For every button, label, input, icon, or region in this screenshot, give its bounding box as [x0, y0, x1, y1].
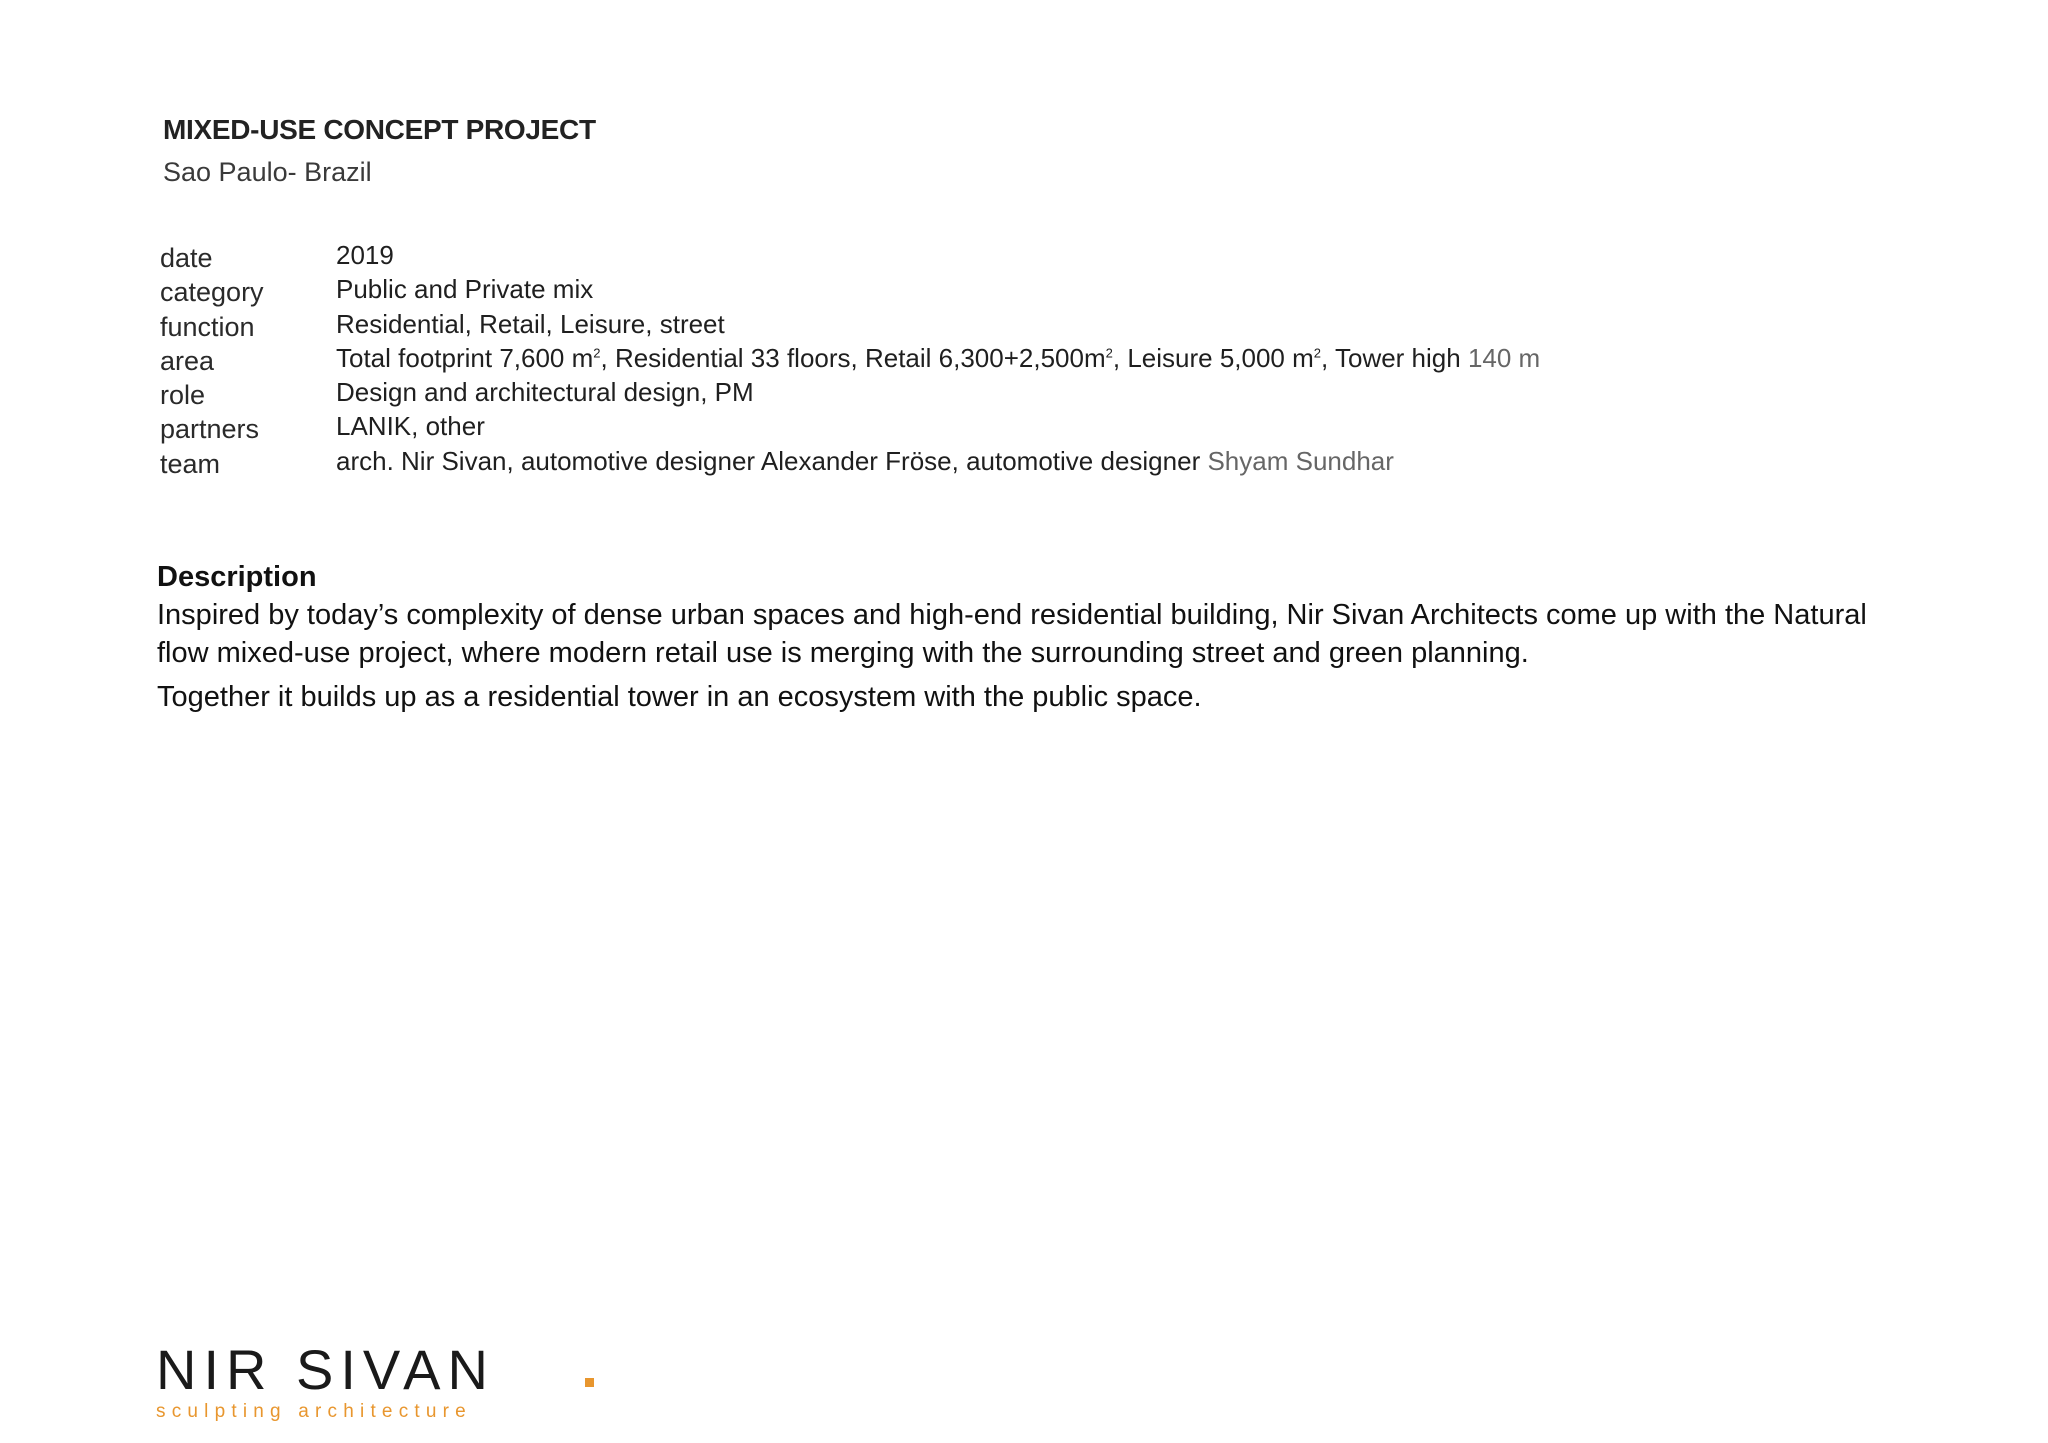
info-label: role [160, 380, 206, 411]
info-value [336, 444, 1394, 478]
info-label: team [160, 448, 221, 479]
logo-wordmark [156, 1338, 516, 1401]
info-value: Public and Private mix [336, 274, 594, 305]
info-value: LANIK, other [336, 411, 485, 442]
project-info-table [160, 238, 1860, 478]
project-header [163, 110, 596, 194]
area-text: , Residential 33 floors, Retail 6,300+2,500m [600, 342, 1106, 373]
description-heading: Description [157, 561, 317, 593]
info-row-partners [160, 409, 1860, 443]
info-label: area [160, 345, 215, 376]
team-text: arch. Nir Sivan, automotive designer Alexander Fröse, automotive designer [336, 445, 1208, 476]
project-location: Sao Paulo- Brazil [163, 157, 372, 187]
info-label: category [160, 277, 264, 308]
project-title: MIXED-USE CONCEPT PROJECT [163, 114, 596, 145]
info-row-team [160, 444, 1860, 478]
superscript: 2 [1313, 345, 1321, 361]
logo-accent-dot [585, 1378, 594, 1387]
area-text: Total footprint 7,600 m [336, 342, 594, 373]
description-section [157, 558, 1897, 716]
info-row-role [160, 375, 1860, 409]
info-value [336, 341, 1540, 375]
logo-tagline: sculpting architecture [156, 1401, 472, 1422]
superscript: 2 [1105, 345, 1113, 361]
info-row-area [160, 341, 1860, 375]
area-text: , Tower high [1321, 342, 1468, 373]
area-text-tower-height: 140 m [1467, 342, 1541, 373]
info-value: Residential, Retail, Leisure, street [336, 308, 725, 339]
description-paragraph: Inspired by today’s complexity of dense urban spaces and high-end residential building, Nir Sivan Architects come up with the Natural flow mixed-use project, where modern retail use is merging with the surrounding street and green planning. [157, 599, 1867, 669]
description-paragraph: Together it builds up as a residential tower in an ecosystem with the public space. [157, 681, 1202, 713]
info-label: partners [160, 414, 260, 445]
area-text: , Leisure 5,000 m [1112, 342, 1314, 373]
info-label: date [160, 243, 213, 273]
company-logo [156, 1338, 516, 1424]
info-value: Design and architectural design, PM [336, 377, 754, 408]
info-row-category [160, 272, 1860, 306]
info-value: 2019 [336, 240, 394, 270]
info-label: function [160, 311, 255, 342]
logo-name-text: NIR SIVAN [156, 1338, 495, 1401]
info-row-date [160, 238, 1860, 272]
info-row-function [160, 307, 1860, 341]
team-text-last: Shyam Sundhar [1207, 445, 1394, 476]
superscript: 2 [593, 345, 601, 361]
